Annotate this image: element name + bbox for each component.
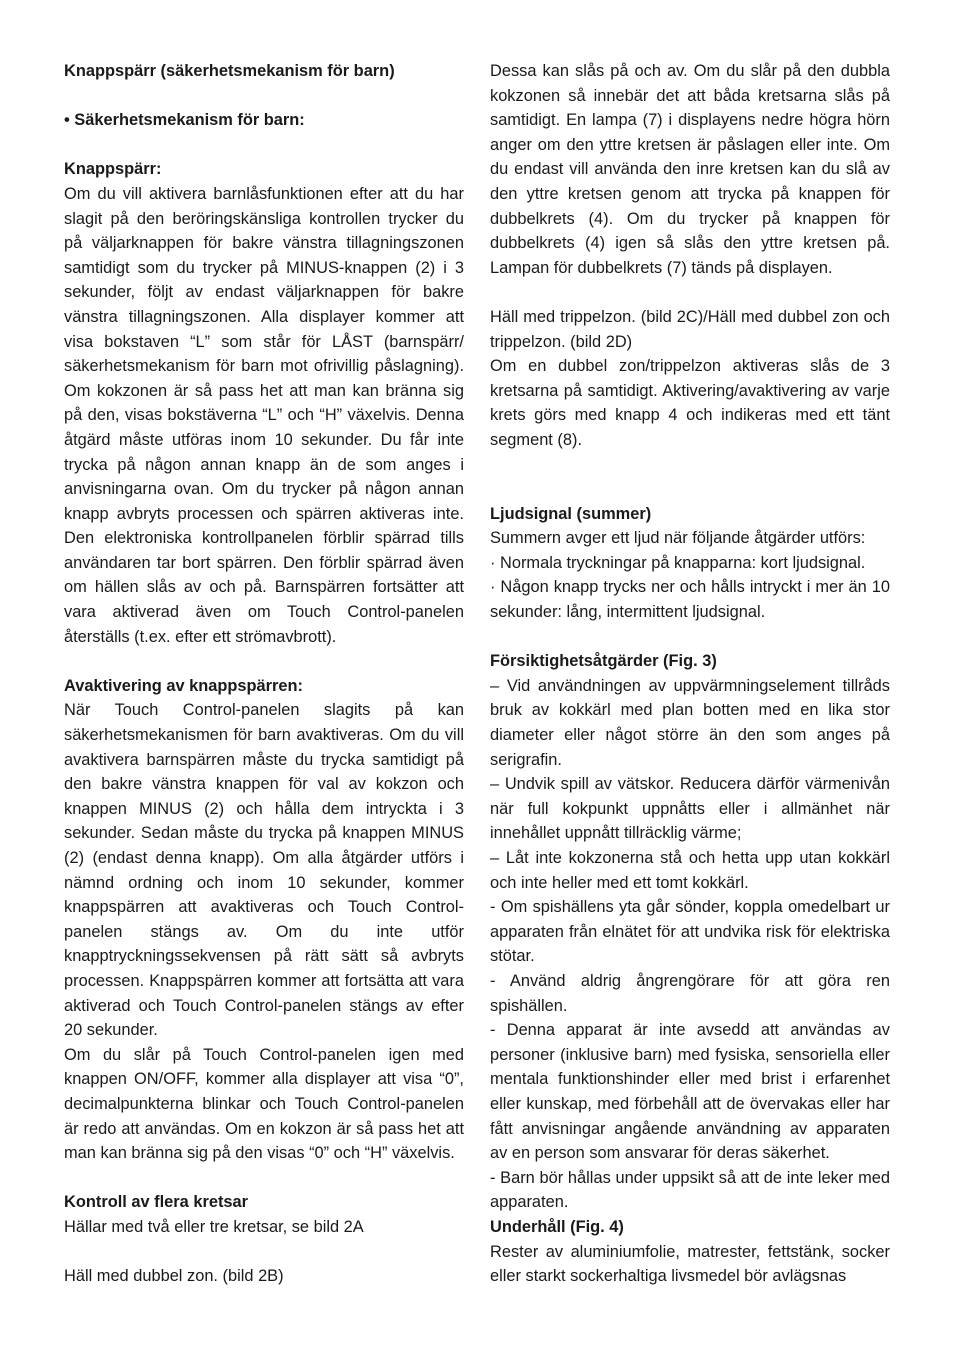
- ljudsignal-intro: Summern avger ett ljud när följande åtgärder utförs:: [490, 529, 866, 548]
- forsiktighet-item: – Vid användningen av uppvärmningselement tillråds bruk av kokkärl med plan botten med en lika stor diameter eller något större än den som anges på serigrafin.: [490, 676, 890, 769]
- forsiktighet-item: – Låt inte kokzonerna stå och hetta upp utan kokkärl och inte heller med ett tomt kokkärl.: [490, 849, 890, 892]
- right-column: [490, 59, 890, 1289]
- trippel-zon-paragraph: Häll med trippelzon. (bild 2C)/Häll med dubbel zon och trippelzon. (bild 2D): [490, 307, 890, 351]
- forsiktighet-heading: Försiktighetsåtgärder (Fig. 3): [490, 652, 717, 671]
- knappsparr-heading: Knappspärr:: [64, 160, 162, 179]
- forsiktighet-item: - Denna apparat är inte avsedd att användas av personer (inklusive barn) med fysiska, sensoriella eller mentala funktionshinder eller med brist i erfarenhet eller kunskap, med förbehåll att de övervakas eller har fått anvisningar angående användning av apparaten av en person som ansvarar för deras säkerhet.: [490, 1021, 890, 1163]
- knappsparr-paragraph: Om du vill aktivera barnlåsfunktionen efter att du har slagit på den beröringskänsliga kontrollen trycker du på väljarknappen för bakre vänstra tillagningszonen samtidigt som du trycker på MINUS-knappen (2) i 3 sekunder, följt av endast väljarknappen för bakre vänstra tillagningszonen. Alla displayer kommer att visa bokstaven “L” som står för LÅST (barnspärr/ säkerhetsmekanism för barn mot ofrivillig påslagning). Om kokzonen är så pass het att man kan bränna sig på den, visas bokstäverna “L” och “H” växelvis. Denna åtgärd måste utföras inom 10 sekunder. Du får inte trycka på någon annan knapp än de som anges i anvisningarna ovan. Om du trycker på någon annan knapp avbryts processen och spärren aktiveras inte. Den elektroniska kontrollpanelen förblir spärrad tills användaren tar bort spärren. Den förblir spärrad även om hällen slås av och på. Barnspärren fortsätter att vara aktiverad även om Touch Control-panelen återställs (t.ex. efter ett strömavbrott).: [64, 184, 464, 646]
- ljudsignal-heading: Ljudsignal (summer): [490, 504, 652, 523]
- trippel-zon-paragraph-2: Om en dubbel zon/trippelzon aktiveras slås de 3 kretsarna på samtidigt. Aktivering/avaktivering av varje krets görs med knapp 4 och indikeras med ett tänt segment (8).: [490, 357, 890, 449]
- avaktivering-heading: Avaktivering av knappspärren:: [64, 676, 303, 695]
- kontroll-paragraph: Hällar med två eller tre kretsar, se bild 2A: [64, 1217, 364, 1236]
- dubbel-zon-paragraph: Häll med dubbel zon. (bild 2B): [64, 1267, 284, 1286]
- section-title: Knappspärr (säkerhetsmekanism för barn): [64, 62, 395, 80]
- avaktivering-paragraph: När Touch Control-panelen slagits på kan säkerhetsmekanismen för barn avaktiveras. Om du vill avaktivera barnspärren måste du trycka samtidigt på den bakre vänstra knappen för val av kokzon och knappen MINUS (2) och hålla dem intryckta i 3 sekunder. Sedan måste du trycka på knappen MINUS (2) (endast denna knapp). Om alla åtgärder utförs i nämnd ordning och inom 10 sekunder, kommer knappspärren att avaktiveras och Touch Control-panelen stängs av. Om du inte utför knapptryckningssekvensen på rätt sätt så avbryts processen. Knappspärren kommer att fortsätta att vara aktiverad och Touch Control-panelen stängs av efter 20 sekunder.: [64, 701, 464, 1040]
- left-column: [64, 59, 464, 1289]
- forsiktighet-item: - Om spishällens yta går sönder, koppla omedelbart ur apparaten från elnätet för att undvika risk för elektriska stötar.: [490, 898, 890, 966]
- dual-zone-paragraph: Dessa kan slås på och av. Om du slår på den dubbla kokzonen så innebär det att båda kretsarna slås på samtidigt. En lampa (7) i displayens nedre högra hörn anger om den yttre kretsen är påslagen eller inte. Om du endast vill använda den inre kretsen kan du slå av den yttre kretsen genom att trycka på knappen för dubbelkrets (4). Om du trycker på knappen för dubbelkrets (4) igen så slås den yttre kretsen på. Lampan för dubbelkrets (7) tänds på displayen.: [490, 62, 890, 277]
- avaktivering-paragraph-2: Om du slår på Touch Control-panelen igen med knappen ON/OFF, kommer alla displayer att visa “0”, decimalpunkterna blinkar och Touch Control-panelen är redo att användas. Om en kokzon är så pass het att man kan bränna sig på den visas “0” och “H” växelvis.: [64, 1045, 464, 1163]
- forsiktighet-item: - Använd aldrig ångrengörare för att göra ren spishällen.: [490, 971, 890, 1015]
- forsiktighet-item: – Undvik spill av vätskor. Reducera därför värmenivån när full kokpunkt uppnåtts eller i allmänhet när innehållet uppnått tillräcklig värme;: [490, 775, 890, 843]
- underhall-heading: Underhåll (Fig. 4): [490, 1217, 624, 1236]
- kontroll-heading: Kontroll av flera kretsar: [64, 1193, 249, 1212]
- bullet-heading: • Säkerhetsmekanism för barn:: [64, 111, 305, 130]
- ljudsignal-item: · Någon knapp trycks ner och hålls intryckt i mer än 10 sekunder: lång, intermittent ljudsignal.: [490, 578, 890, 622]
- forsiktighet-item: - Barn bör hållas under uppsikt så att de inte leker med apparaten.: [490, 1168, 890, 1212]
- ljudsignal-item: · Normala tryckningar på knapparna: kort ljudsignal.: [490, 553, 866, 572]
- underhall-paragraph: Rester av aluminiumfolie, matrester, fettstänk, socker eller starkt sockerhaltiga livsmedel bör avlägsnas: [490, 1242, 890, 1286]
